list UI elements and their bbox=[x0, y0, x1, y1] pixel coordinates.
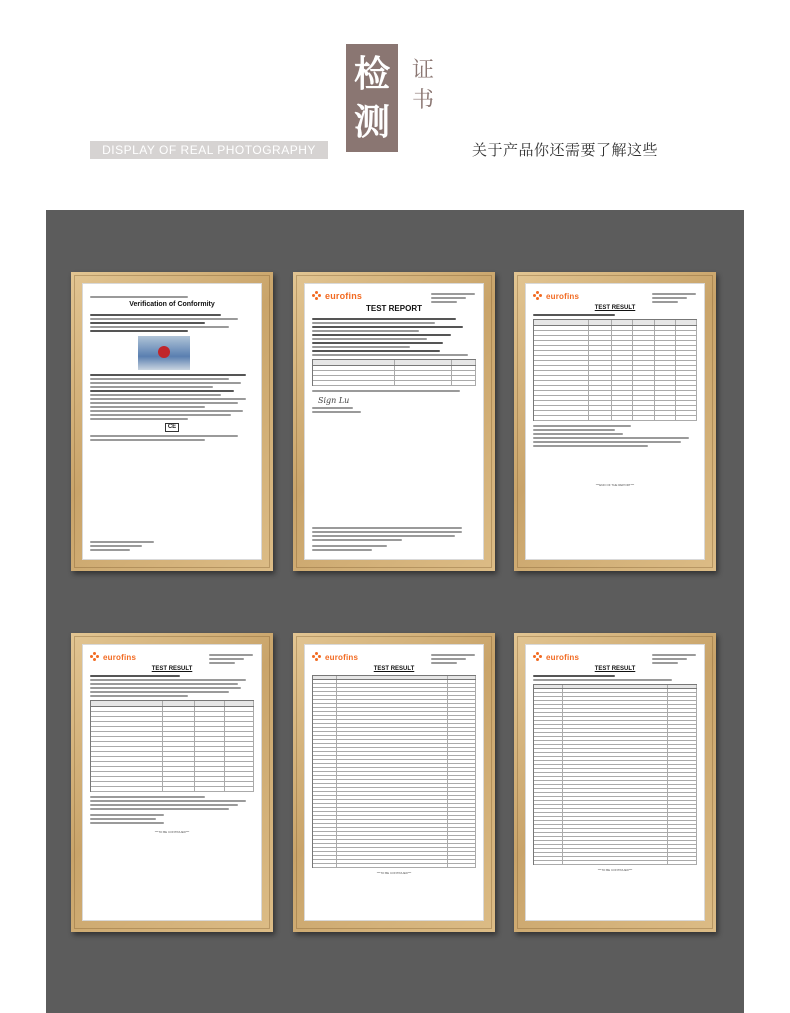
certificate-frame-5 bbox=[293, 633, 495, 932]
eurofins-logo-text: eurofins bbox=[546, 291, 580, 301]
certificate-frame-1 bbox=[71, 272, 273, 571]
side-char-1: 证 bbox=[412, 58, 435, 83]
text-lines bbox=[90, 296, 254, 298]
text-lines bbox=[90, 314, 254, 332]
subtitle-tag: 关于产品你还需要了解这些 bbox=[472, 141, 659, 159]
results-table bbox=[533, 684, 697, 865]
eurofins-logo-icon bbox=[533, 291, 543, 301]
end-of-report-mark: ***END OF THE REPORT*** bbox=[595, 483, 635, 487]
report-meta bbox=[652, 293, 696, 305]
certificate-paper bbox=[304, 644, 484, 921]
eurofins-logo-text: eurofins bbox=[546, 652, 580, 662]
report-meta bbox=[209, 654, 253, 666]
certificate-title: Verification of Conformity bbox=[129, 301, 215, 308]
text-lines bbox=[533, 314, 697, 316]
title-char-1: 检 bbox=[353, 53, 390, 95]
report-meta bbox=[431, 654, 475, 666]
eurofins-logo-icon bbox=[312, 652, 322, 662]
title-block bbox=[346, 44, 398, 152]
certificate-frame-6 bbox=[514, 633, 716, 932]
result-title: TEST RESULT bbox=[373, 666, 415, 672]
page-header bbox=[0, 0, 790, 210]
report-title: TEST REPORT bbox=[365, 304, 422, 313]
eurofins-logo-text: eurofins bbox=[325, 291, 363, 301]
to-be-continued-mark: ***TO BE CONTINUED*** bbox=[597, 868, 633, 872]
eurofins-logo-icon bbox=[312, 291, 322, 301]
certificate-paper bbox=[82, 283, 262, 560]
report-meta bbox=[652, 654, 696, 666]
eurofins-logo-text: eurofins bbox=[103, 652, 137, 662]
text-lines bbox=[90, 675, 254, 697]
certificate-paper bbox=[525, 644, 705, 921]
display-banner-text: DISPLAY OF REAL PHOTOGRAPHY bbox=[102, 143, 316, 157]
certificate-paper bbox=[525, 283, 705, 560]
eurofins-logo-icon bbox=[90, 652, 100, 662]
results-table bbox=[312, 675, 476, 868]
side-char-2: 书 bbox=[412, 88, 435, 113]
report-meta bbox=[431, 293, 475, 305]
text-lines bbox=[533, 675, 697, 681]
certificate-frame-4 bbox=[71, 633, 273, 932]
eurofins-logo-text: eurofins bbox=[325, 652, 359, 662]
certificate-paper bbox=[82, 644, 262, 921]
results-table bbox=[533, 319, 697, 421]
result-title: TEST RESULT bbox=[594, 305, 636, 311]
signature-icon: Sign Lu bbox=[318, 396, 350, 405]
eurofins-logo-icon bbox=[533, 652, 543, 662]
summary-table bbox=[312, 359, 476, 386]
certificate-frame-2 bbox=[293, 272, 495, 571]
result-title: TEST RESULT bbox=[594, 666, 636, 672]
certificate-frame-3 bbox=[514, 272, 716, 571]
text-lines bbox=[90, 435, 254, 441]
certificate-paper bbox=[304, 283, 484, 560]
product-photo bbox=[138, 336, 190, 370]
results-table bbox=[90, 700, 254, 792]
title-char-2: 测 bbox=[353, 101, 390, 143]
footer-lines bbox=[312, 527, 462, 553]
to-be-continued-mark: ***TO BE CONTINUED*** bbox=[154, 830, 190, 834]
text-lines bbox=[312, 318, 476, 356]
display-banner bbox=[90, 141, 328, 159]
ce-mark-icon: CE bbox=[165, 423, 179, 432]
text-lines bbox=[312, 407, 476, 413]
footer-lines bbox=[90, 541, 170, 553]
text-lines bbox=[90, 796, 254, 824]
text-lines bbox=[312, 390, 476, 392]
text-lines bbox=[533, 425, 697, 447]
result-title: TEST RESULT bbox=[151, 666, 193, 672]
to-be-continued-mark: ***TO BE CONTINUED*** bbox=[376, 871, 412, 875]
text-lines bbox=[90, 374, 254, 420]
